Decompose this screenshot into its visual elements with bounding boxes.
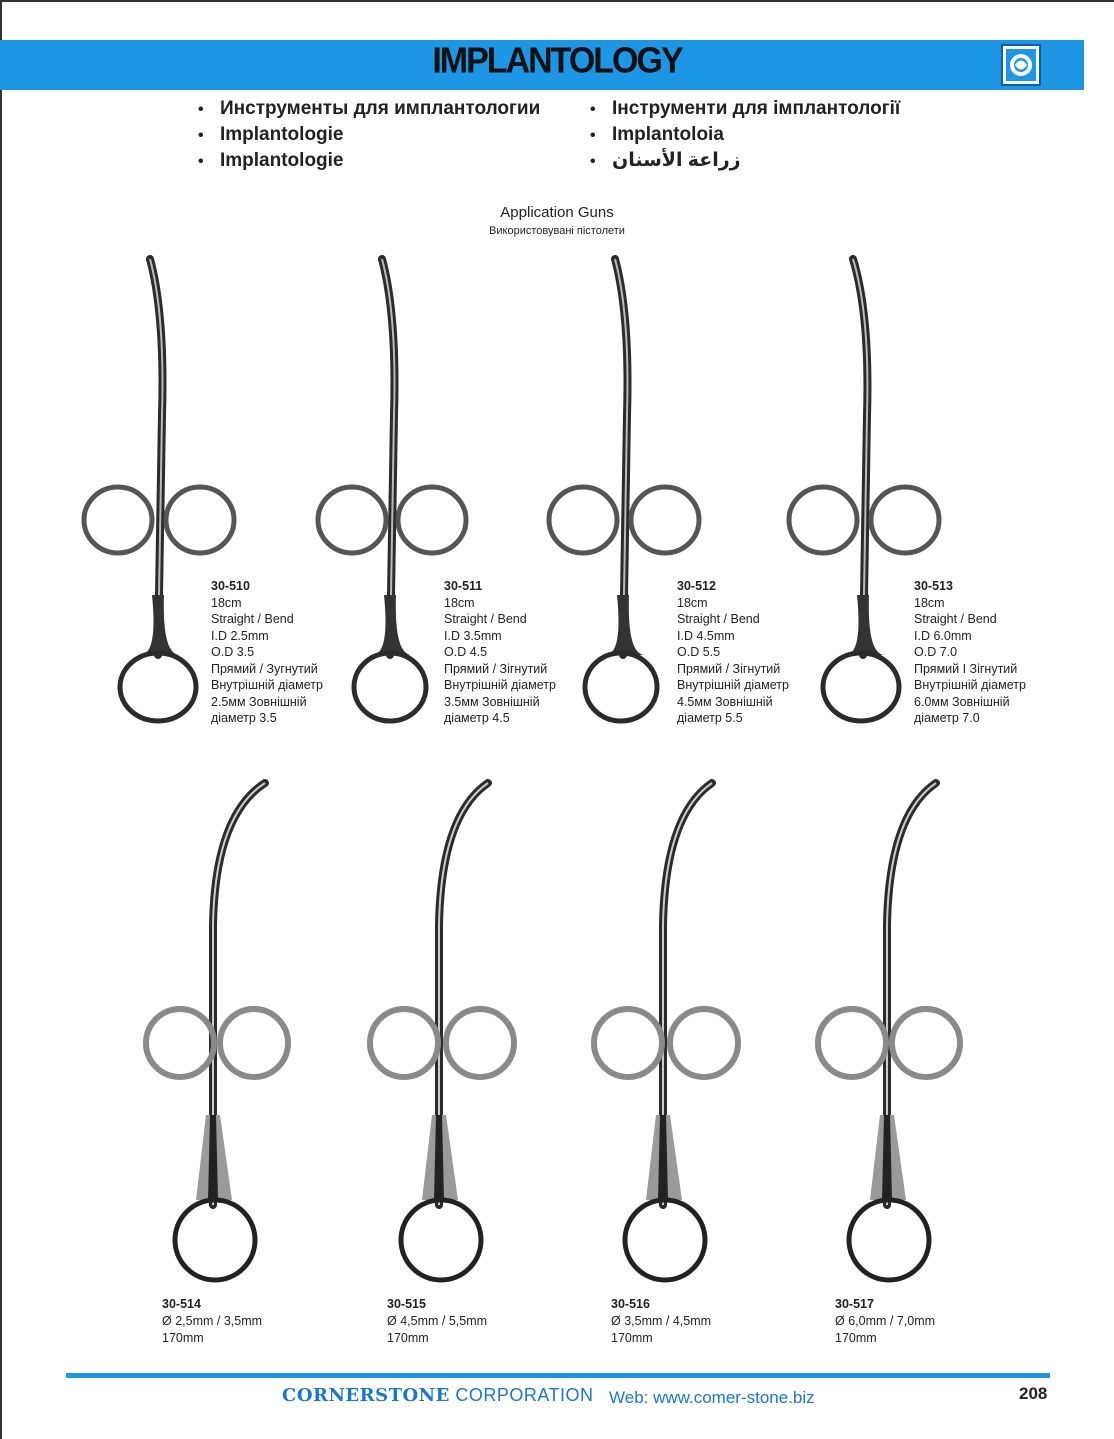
product-code: 30-517 — [835, 1297, 874, 1311]
spec-line: Прямий I Зігнутий — [914, 661, 1018, 676]
spec-line: Прямий / Зігнутий — [444, 661, 548, 676]
instrument-illustration-30-516 — [590, 775, 750, 1290]
product-spec-30-516 — [611, 1296, 711, 1347]
product-code: 30-513 — [914, 579, 953, 593]
spec-line: Внутрішній діаметр — [211, 678, 323, 692]
product-spec-30-515 — [387, 1296, 487, 1347]
spec-line: діаметр 3.5 — [211, 711, 277, 725]
spec-line: O.D 4.5 — [444, 645, 488, 659]
spec-line: 4.5мм Зовнішній — [677, 694, 773, 709]
product-spec-30-511 — [444, 578, 556, 727]
footer-company-name — [282, 1385, 594, 1406]
spec-line: Ø 4,5mm / 5,5mm — [387, 1314, 488, 1328]
spec-line: Straight / Bend — [677, 612, 760, 626]
spec-line: I.D 4.5mm — [677, 628, 735, 643]
language-item: • زراعة الأسنان — [590, 150, 741, 171]
spec-line: Ø 3,5mm / 4,5mm — [611, 1314, 712, 1328]
spec-line: 6.0мм Зовнішній — [914, 694, 1010, 709]
spec-line: 170mm — [387, 1331, 429, 1345]
page-title: IMPLANTOLOGY — [432, 41, 682, 81]
spec-line: Прямий / Зігнутий — [677, 661, 781, 676]
language-list-left — [198, 96, 540, 174]
product-spec-30-513 — [914, 578, 1026, 727]
product-code: 30-511 — [444, 579, 483, 593]
footer-website-link[interactable]: Web: www.comer-stone.biz — [609, 1388, 815, 1407]
spec-line: Straight / Bend — [211, 612, 294, 626]
product-code: 30-510 — [211, 579, 250, 593]
spec-line: 3.5мм Зовнішній — [444, 694, 540, 709]
spec-line: O.D 5.5 — [677, 645, 721, 659]
spec-line: 18cm — [444, 595, 475, 610]
language-item: • Implantologie — [198, 124, 344, 145]
instrument-illustration-30-515 — [366, 775, 526, 1290]
spec-line: 170mm — [611, 1331, 653, 1345]
spec-line: Внутрішній діаметр — [914, 678, 1026, 692]
spec-line: 2.5мм Зовнішній — [211, 694, 307, 709]
spec-line: діаметр 5.5 — [677, 711, 743, 725]
spec-line: Прямий / Зугнутий — [211, 661, 318, 676]
cornerstone-logo-icon — [1001, 44, 1041, 86]
language-item: • Інструменти для імплантології — [590, 98, 901, 119]
instrument-illustration-30-517 — [814, 775, 974, 1290]
product-code: 30-514 — [162, 1297, 201, 1311]
product-code: 30-512 — [677, 579, 716, 593]
spec-line: Внутрішній діаметр — [677, 678, 789, 692]
spec-line: 18cm — [914, 595, 945, 610]
spec-line: I.D 2.5mm — [211, 628, 269, 643]
section-subtitle: Використовувані пістолети — [489, 225, 625, 237]
product-spec-30-510 — [211, 578, 323, 727]
company-name-rest: CORPORATION — [449, 1385, 594, 1405]
spec-line: діаметр 7.0 — [914, 711, 980, 725]
spec-line: Ø 2,5mm / 3,5mm — [162, 1314, 263, 1328]
spec-line: 18cm — [677, 595, 708, 610]
footer-divider — [66, 1373, 1050, 1378]
company-name-bold: CORNERSTONE — [282, 1385, 450, 1406]
language-item: • Implantoloia — [590, 124, 724, 145]
spec-line: Straight / Bend — [444, 612, 527, 626]
spec-line: Straight / Bend — [914, 612, 997, 626]
product-spec-30-512 — [677, 578, 789, 727]
language-list-right — [590, 96, 900, 174]
language-item: • Implantologie — [198, 150, 344, 171]
page-number: 208 — [1019, 1384, 1048, 1403]
spec-line: I.D 3.5mm — [444, 628, 502, 643]
spec-line: 170mm — [835, 1331, 877, 1345]
section-title: Application Guns — [500, 204, 614, 221]
spec-line: Ø 6,0mm / 7,0mm — [835, 1314, 936, 1328]
spec-line: O.D 7.0 — [914, 645, 958, 659]
page-frame-top — [0, 0, 1114, 2]
language-item: • Инструменты для имплантологии — [198, 98, 541, 119]
product-code: 30-515 — [387, 1297, 426, 1311]
product-code: 30-516 — [611, 1297, 650, 1311]
spec-line: I.D 6.0mm — [914, 628, 972, 643]
product-spec-30-514 — [162, 1296, 262, 1347]
spec-line: Внутрішній діаметр — [444, 678, 556, 692]
product-spec-30-517 — [835, 1296, 935, 1347]
spec-line: 170mm — [162, 1331, 204, 1345]
spec-line: діаметр 4.5 — [444, 711, 510, 725]
spec-line: O.D 3.5 — [211, 645, 255, 659]
instrument-illustration-30-514 — [140, 775, 300, 1290]
spec-line: 18cm — [211, 595, 242, 610]
